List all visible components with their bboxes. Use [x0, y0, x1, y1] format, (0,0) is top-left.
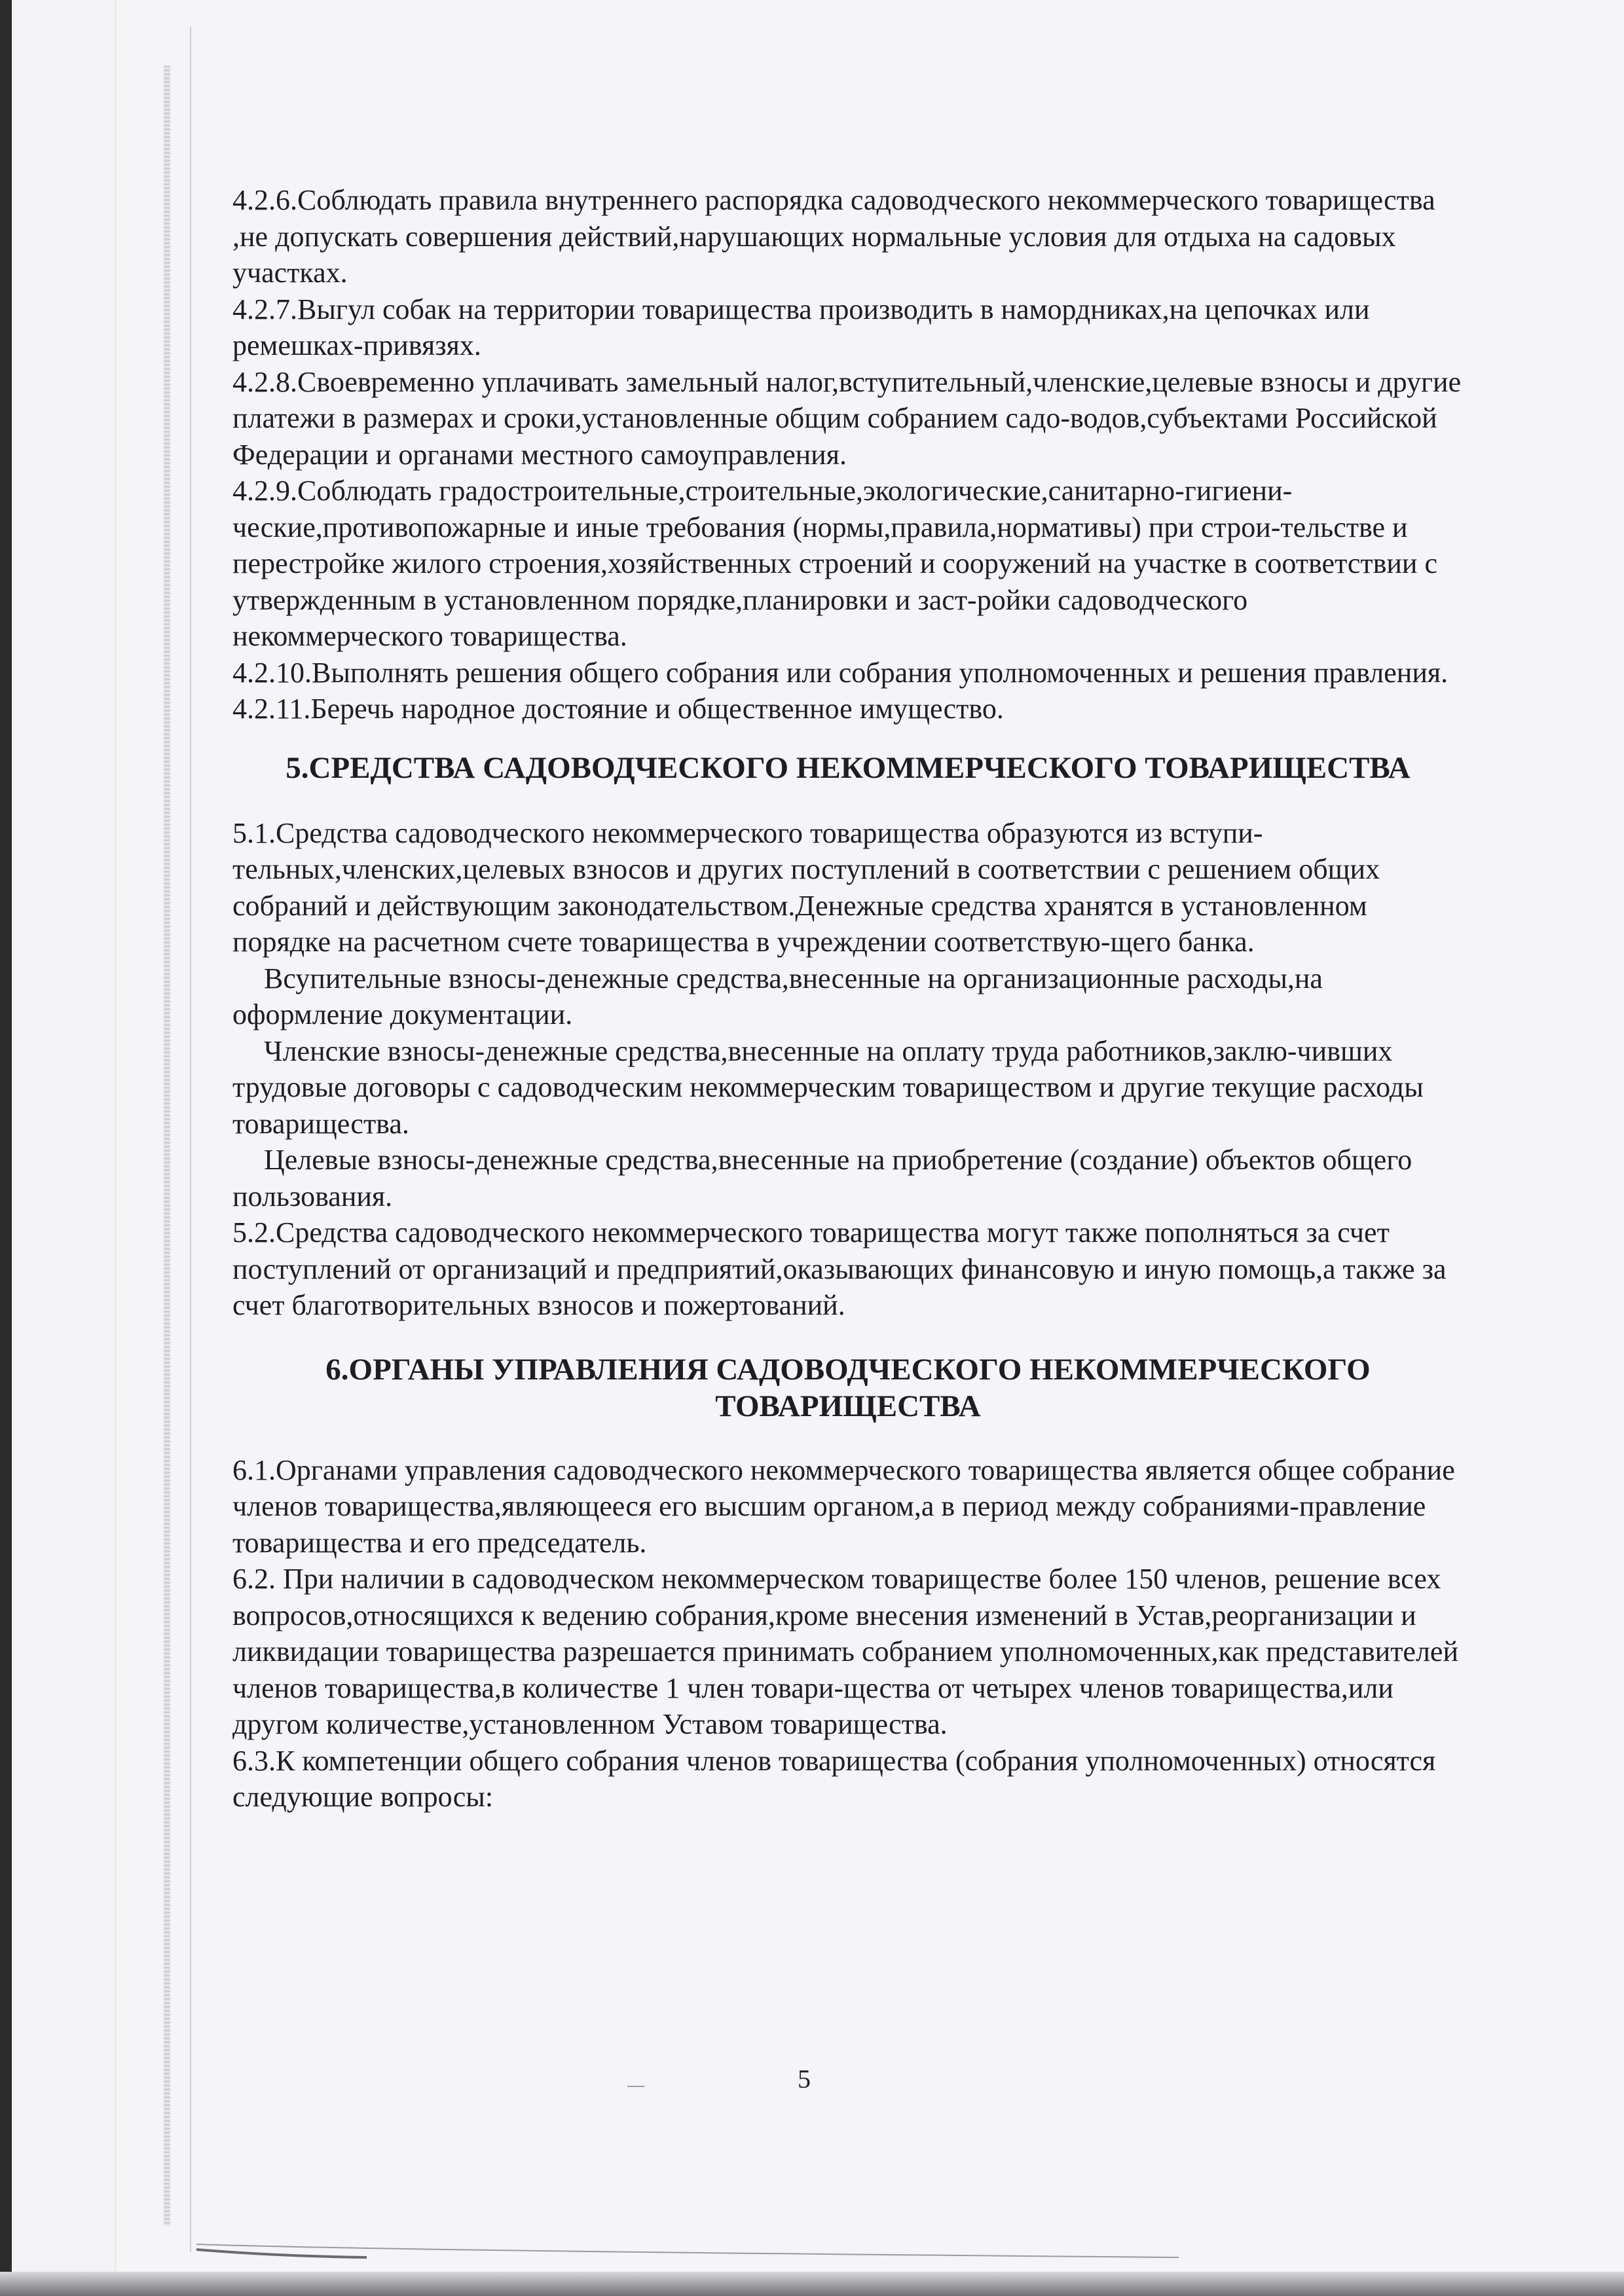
section-6-heading: 6.ОРГАНЫ УПРАВЛЕНИЯ САДОВОДЧЕСКОГО НЕКОММЕРЧЕСКОГО ТОВАРИЩЕСТВА [325, 1352, 1371, 1423]
clause-5-2: 5.2.Средства садоводческого некоммерческого товарищества могут также пополняться за счет поступлений от организаций и предприятий,оказывающих финансовую и иную помощь,а также за счет благотворительных взносов и пожертований. [232, 1216, 1447, 1321]
entry-fees-definition: Всупительные взносы-денежные средства,внесенные на организационные расходы,на оформление документации. [232, 962, 1323, 1030]
scan-mark: — [627, 2075, 644, 2094]
document-body [232, 182, 1464, 1815]
clause-4-2-11: 4.2.11.Беречь народное достояние и общественное имущество. [232, 693, 1004, 725]
clause-5-1: 5.1.Средства садоводческого некоммерческого товарищества образуются из вступи-тельных,членских,целевых взносов и других поступлений в соответствии с решением общих собраний и действующим законодательством.Денежные средства хранятся в установленном порядке на расчетном счете товарищества в учреждении соответствую-щего банка. [232, 816, 1380, 958]
scanner-edge [0, 2272, 1624, 2296]
page-number: 5 [798, 2064, 811, 2094]
fold-line [115, 0, 119, 2272]
clause-4-2-10: 4.2.10.Выполнять решения общего собрания или собрания уполномоченных и решения правления. [232, 656, 1449, 689]
back-sheet [12, 0, 117, 2272]
clause-4-2-8: 4.2.8.Своевременно уплачивать замельный налог,вступительный,членские,целевые взносы и другие платежи в размерах и сроки,установленные общим собранием садо-водов,субъектами Российской Федерации и органами местного самоуправления. [232, 365, 1462, 471]
margin-line [190, 26, 191, 2252]
clause-4-2-7: 4.2.7.Выгул собак на территории товарищества производить в намордниках,на цепочках или ремешках-привязях. [232, 293, 1370, 361]
section-5-heading: 5.СРЕДСТВА САДОВОДЧЕСКОГО НЕКОММЕРЧЕСКОГО ТОВАРИЩЕСТВА [286, 750, 1411, 785]
membership-fees-definition: Членские взносы-денежные средства,внесенные на оплату труда работников,заклю-чивших трудовые договоры с садоводческим некоммерческим товариществом и другие текущие расходы товарищества. [232, 1034, 1424, 1140]
page-curl-shadow [196, 2239, 1179, 2259]
clause-4-2-9: 4.2.9.Соблюдать градостроительные,строительные,экологические,санитарно-гигиени-ческие,противопожарные и иные требования (нормы,правила,нормативы) при строи-тельстве и перестройке жилого строения,хозяйственных строений и сооружений на участке в соответствии с утвержденным в установленном порядке,планировки и заст-ройки садоводческого некоммерческого товарищества. [232, 475, 1437, 652]
clause-6-1: 6.1.Органами управления садоводческого некоммерческого товарищества является общее собрание членов товарищества,являющееся его высшим органом,а в период между собраниями-правление товарищества и его председатель. [232, 1453, 1455, 1559]
clause-4-2-6: 4.2.6.Соблюдать правила внутреннего распорядка садоводческого некоммерческого товарищества ,не допускать совершения действий,нарушающих нормальные условия для отдыха на садовых участках. [232, 184, 1435, 289]
clause-6-2: 6.2. При наличии в садоводческом некоммерческом товариществе более 150 членов, решение всех вопросов,относящихся к ведению собрания,кроме внесения изменений в Устав,реорганизации и ликвидации товарищества разрешается принимать собранием уполномоченных,как представителей членов товарищества,в количестве 1 член товари-щества от четырех членов товарищества,или другом количестве,установленном Уставом товарищества. [232, 1563, 1458, 1740]
clause-6-3: 6.3.К компетенции общего собрания членов товарищества (собрания уполномоченных) относятся следующие вопросы: [232, 1744, 1436, 1813]
target-fees-definition: Целевые взносы-денежные средства,внесенные на приобретение (создание) объектов общего пользования. [232, 1144, 1412, 1212]
scan-edge [0, 0, 12, 2296]
binding-strip [164, 65, 170, 2226]
